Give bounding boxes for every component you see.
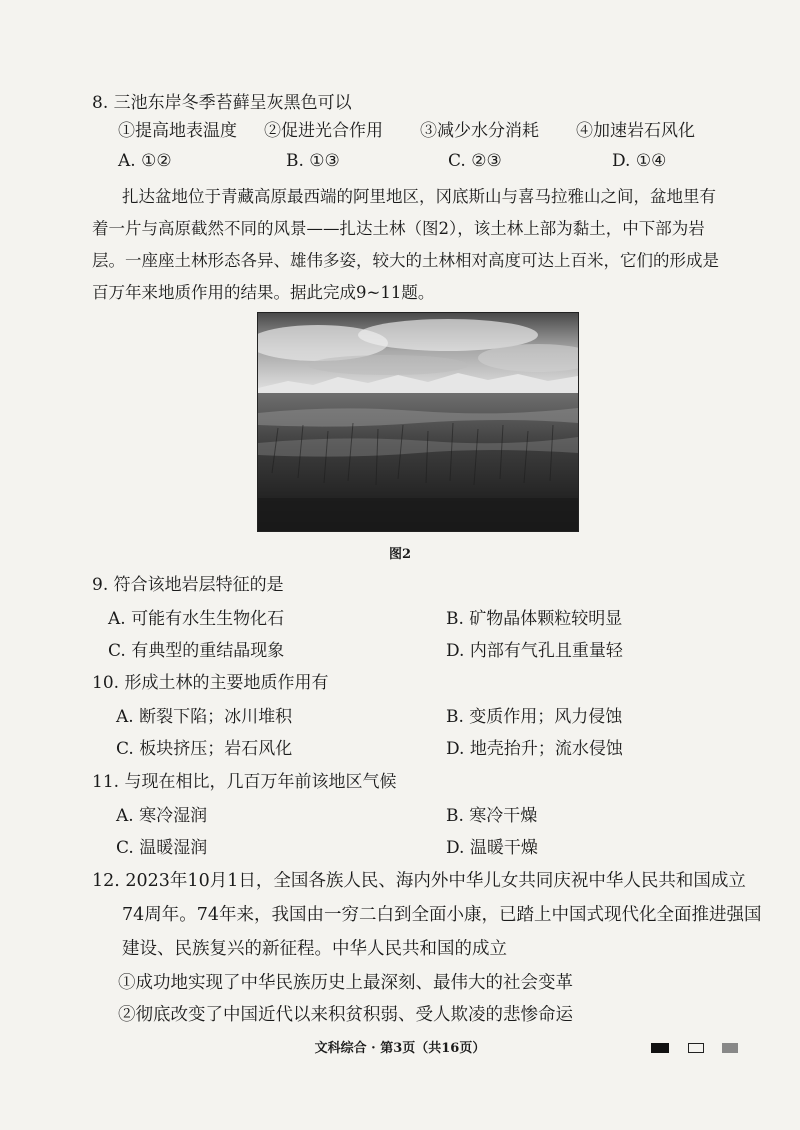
q8-option-a: A. ①② [118,151,172,171]
scan-marker-gray [722,1043,738,1053]
q8-item-4: ④加速岩石风化 [576,121,695,141]
scan-marker-outline [688,1043,704,1053]
q9-stem: 9. 符合该地岩层特征的是 [92,575,284,595]
q11-option-b: B. 寒冷干燥 [446,806,538,826]
passage-line-3: 层。一座座土林形态各异、雄伟多姿，较大的土林相对高度可达上百米，它们的形成是 [92,251,719,270]
q9-option-d: D. 内部有气孔且重量轻 [446,641,623,661]
q10-option-a: A. 断裂下陷；冰川堆积 [116,707,293,727]
q11-option-d: D. 温暖干燥 [446,838,538,858]
figure-caption: 图2 [388,547,412,562]
zanda-earth-forest-photo [257,312,579,532]
q9-option-b: B. 矿物晶体颗粒较明显 [446,609,623,629]
q12-item-2: ②彻底改变了中国近代以来积贫积弱、受人欺凌的悲惨命运 [118,1005,573,1025]
q8-item-2: ②促进光合作用 [264,121,383,141]
passage-line-4: 百万年来地质作用的结果。据此完成9~11题。 [92,283,435,302]
q11-option-a: A. 寒冷湿润 [116,806,208,826]
q8-item-1: ①提高地表温度 [118,121,237,141]
passage-line-2: 着一片与高原截然不同的风景——扎达土林（图2），该土林上部为黏土，中下部为岩 [92,219,705,238]
q10-stem: 10. 形成土林的主要地质作用有 [92,673,329,693]
q9-option-c: C. 有典型的重结晶现象 [108,641,285,661]
q8-option-b: B. ①③ [286,151,340,171]
q12-line-2: 74周年。74年来，我国由一穷二白到全面小康，已踏上中国式现代化全面推进强国 [122,905,762,925]
q8-option-c: C. ②③ [448,151,502,171]
q8-option-d: D. ①④ [612,151,667,171]
q11-stem: 11. 与现在相比，几百万年前该地区气候 [92,772,397,792]
q11-option-c: C. 温暖湿润 [116,838,208,858]
passage-line-1: 扎达盆地位于青藏高原最西端的阿里地区，冈底斯山与喜马拉雅山之间，盆地里有 [122,187,716,206]
q8-stem: 8. 三池东岸冬季苔藓呈灰黑色可以 [92,93,352,113]
q12-line-3: 建设、民族复兴的新征程。中华人民共和国的成立 [122,939,507,959]
q10-option-d: D. 地壳抬升；流水侵蚀 [446,739,623,759]
q10-option-c: C. 板块挤压；岩石风化 [116,739,293,759]
q9-option-a: A. 可能有水生生物化石 [108,609,285,629]
q12-item-1: ①成功地实现了中华民族历史上最深刻、最伟大的社会变革 [118,973,573,993]
page-footer: 文科综合 · 第3页（共16页） [314,1041,486,1056]
q8-item-3: ③减少水分消耗 [420,121,539,141]
q12-line-1: 12. 2023年10月1日，全国各族人民、海内外中华儿女共同庆祝中华人民共和国成立 [92,871,746,891]
scan-marker-filled [651,1043,669,1053]
q10-option-b: B. 变质作用；风力侵蚀 [446,707,623,727]
